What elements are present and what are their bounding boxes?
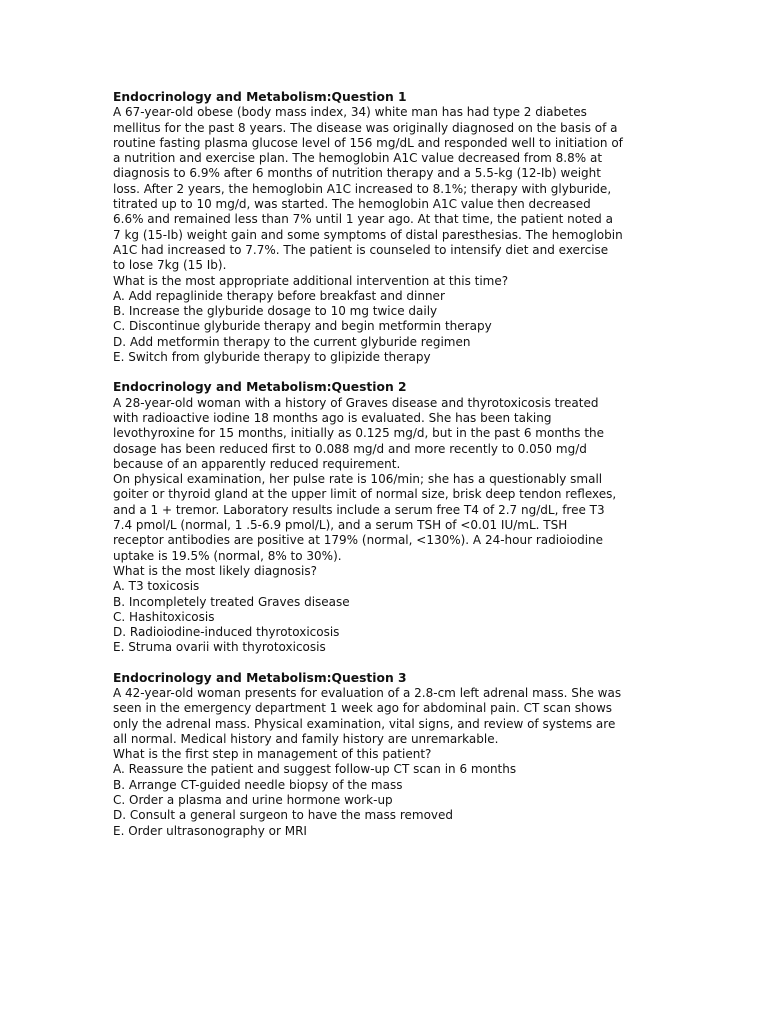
answer-option: A. Reassure the patient and suggest follow-up CT scan in 6 months (113, 762, 517, 777)
question-prompt: What is the first step in management of this patient? (113, 747, 432, 762)
question-text-line: with radioactive iodine 18 months ago is evaluated. She has been taking (113, 410, 552, 425)
question-text-line: seen in the emergency department 1 week ago for abdominal pain. CT scan shows (113, 701, 613, 716)
question-text-line: A1C had increased to 7.7%. The patient is counseled to intensify diet and exercise (113, 242, 609, 257)
question-text-line: because of an apparently reduced requirement. (113, 456, 401, 471)
question-text-line: dosage has been reduced first to 0.088 mg/d and more recently to 0.050 mg/d (113, 441, 587, 456)
question-text-line: receptor antibodies are positive at 179% (normal, <130%). A 24-hour radioiodine (113, 533, 604, 548)
question-3 (113, 671, 661, 839)
question-1 (113, 90, 661, 365)
document-page (113, 90, 661, 854)
question-title: Endocrinology and Metabolism:Question 2 (113, 380, 407, 395)
question-text-line: titrated up to 10 mg/d, was started. The hemoglobin A1C value then decreased (113, 197, 591, 212)
question-prompt: What is the most appropriate additional intervention at this time? (113, 273, 509, 288)
answer-option: E. Struma ovarii with thyrotoxicosis (113, 640, 326, 655)
question-text-line: routine fasting plasma glucose level of 156 mg/dL and responded well to initiation of (113, 135, 623, 150)
answer-option: D. Radioiodine-induced thyrotoxicosis (113, 625, 340, 640)
answer-option: B. Arrange CT-guided needle biopsy of the mass (113, 777, 403, 792)
question-text-line: all normal. Medical history and family history are unremarkable. (113, 731, 499, 746)
answer-option: B. Incompletely treated Graves disease (113, 594, 350, 609)
answer-option: D. Add metformin therapy to the current glyburide regimen (113, 334, 471, 349)
question-text-line: levothyroxine for 15 months, initially as 0.125 mg/d, but in the past 6 months the (113, 426, 605, 441)
question-text-line: A 42-year-old woman presents for evaluation of a 2.8-cm left adrenal mass. She was (113, 685, 622, 700)
question-text-line: 7.4 pmol/L (normal, 1 .5-6.9 pmol/L), and a serum TSH of <0.01 IU/mL. TSH (113, 518, 568, 533)
answer-option: D. Consult a general surgeon to have the mass removed (113, 808, 454, 823)
question-2 (113, 380, 661, 655)
question-prompt: What is the most likely diagnosis? (113, 563, 317, 578)
question-text-line: On physical examination, her pulse rate is 106/min; she has a questionably small (113, 472, 603, 487)
question-text-line: a nutrition and exercise plan. The hemoglobin A1C value decreased from 8.8% at (113, 151, 603, 166)
question-text-line: uptake is 19.5% (normal, 8% to 30%). (113, 548, 342, 563)
question-text-line: A 67-year-old obese (body mass index, 34) white man has had type 2 diabetes (113, 105, 587, 120)
answer-option: C. Hashitoxicosis (113, 609, 215, 624)
question-text-line: only the adrenal mass. Physical examination, vital signs, and review of systems are (113, 716, 616, 731)
answer-option: C. Order a plasma and urine hormone work-up (113, 793, 393, 808)
question-text-line: A 28-year-old woman with a history of Graves disease and thyrotoxicosis treated (113, 395, 599, 410)
question-text-line: loss. After 2 years, the hemoglobin A1C increased to 8.1%; therapy with glyburide, (113, 181, 612, 196)
answer-option: E. Switch from glyburide therapy to glipizide therapy (113, 350, 431, 365)
answer-option: E. Order ultrasonography or MRI (113, 823, 307, 838)
question-text-line: 6.6% and remained less than 7% until 1 year ago. At that time, the patient noted a (113, 212, 613, 227)
question-title: Endocrinology and Metabolism:Question 1 (113, 90, 407, 104)
question-text-line: and a 1 + tremor. Laboratory results include a serum free T4 of 2.7 ng/dL, free T3 (113, 502, 605, 517)
question-text-line: goiter or thyroid gland at the upper limit of normal size, brisk deep tendon reflexes, (113, 487, 617, 502)
answer-option: B. Increase the glyburide dosage to 10 mg twice daily (113, 304, 438, 319)
question-title: Endocrinology and Metabolism:Question 3 (113, 670, 407, 685)
answer-option: C. Discontinue glyburide therapy and begin metformin therapy (113, 319, 492, 334)
question-text-line: to lose 7kg (15 Ib). (113, 258, 227, 273)
answer-option: A. Add repaglinide therapy before breakfast and dinner (113, 288, 445, 303)
answer-option: A. T3 toxicosis (113, 579, 200, 594)
question-text-line: diagnosis to 6.9% after 6 months of nutrition therapy and a 5.5-kg (12-Ib) weight (113, 166, 601, 181)
question-text-line: 7 kg (15-Ib) weight gain and some symptoms of distal paresthesias. The hemoglobin (113, 227, 623, 242)
question-text-line: mellitus for the past 8 years. The disease was originally diagnosed on the basis of a (113, 120, 618, 135)
